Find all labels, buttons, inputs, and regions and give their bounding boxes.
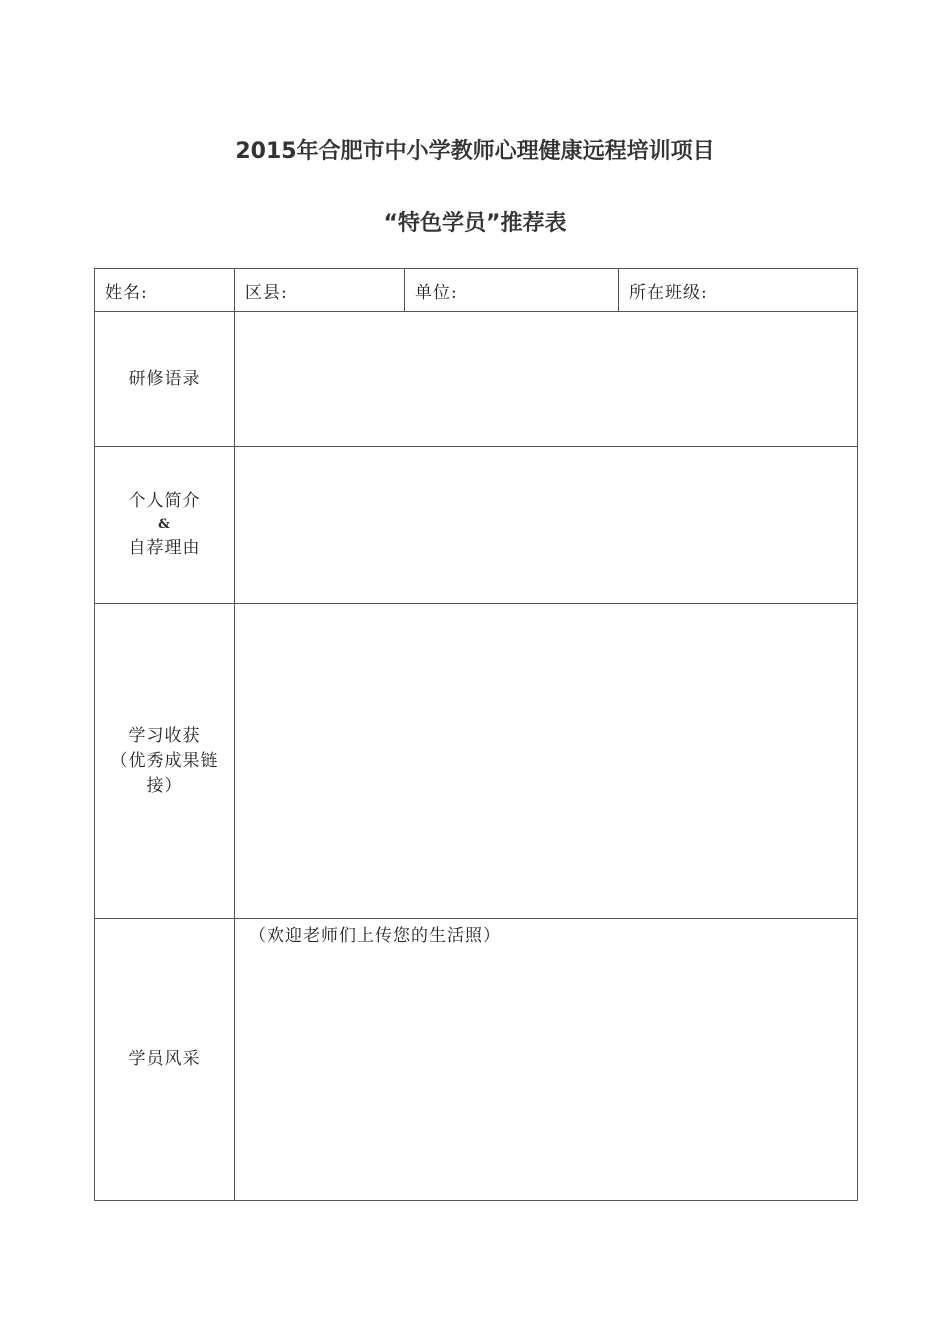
name-label: 姓名: xyxy=(105,282,148,303)
district-label: 区县: xyxy=(245,282,288,303)
quotes-label: 研修语录 xyxy=(128,368,201,389)
intro-row xyxy=(95,447,858,604)
recommendation-form-table xyxy=(94,268,858,1201)
style-label-cell xyxy=(95,919,235,1201)
intro-content-area[interactable] xyxy=(235,447,858,604)
intro-label-line2: 自荐理由 xyxy=(128,538,201,558)
unit-label: 单位: xyxy=(415,282,458,303)
document-subtitle: “特色学员”推荐表 xyxy=(383,211,567,236)
document-title: 2015年合肥市中小学教师心理健康远程培训项目 xyxy=(235,139,715,164)
form-header-row xyxy=(95,269,858,312)
gains-label-line1: 学习收获 xyxy=(128,725,201,746)
quotes-label-cell xyxy=(95,312,235,447)
class-label: 所在班级: xyxy=(629,282,708,303)
quotes-content-area[interactable] xyxy=(235,312,858,447)
photo-upload-hint: （欢迎老师们上传您的生活照） xyxy=(249,926,501,946)
gains-label-cell xyxy=(95,604,235,919)
style-label: 学员风采 xyxy=(128,1049,201,1069)
gains-label-line3: 接） xyxy=(146,775,183,796)
style-row xyxy=(95,919,858,1201)
district-field[interactable] xyxy=(235,269,405,312)
gains-row xyxy=(95,604,858,919)
intro-label-line1: 个人简介 xyxy=(128,491,201,511)
gains-label-line2: （优秀成果链 xyxy=(110,750,219,771)
intro-label-cell xyxy=(95,447,235,604)
class-field[interactable] xyxy=(619,269,858,312)
name-field[interactable] xyxy=(95,269,235,312)
gains-content-area[interactable] xyxy=(235,604,858,919)
style-content-area[interactable] xyxy=(235,919,858,1201)
quotes-row xyxy=(95,312,858,447)
intro-label-amp: & xyxy=(158,517,171,532)
unit-field[interactable] xyxy=(405,269,619,312)
